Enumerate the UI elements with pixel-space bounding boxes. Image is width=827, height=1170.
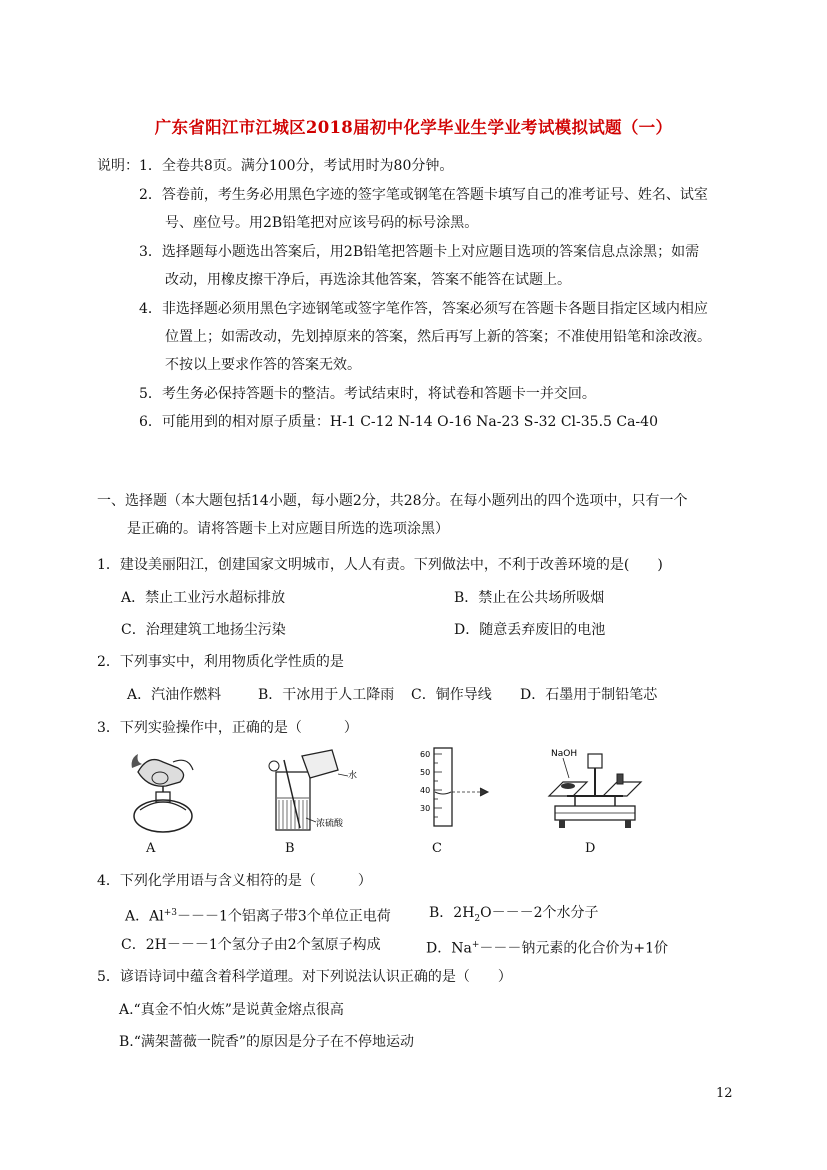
section-heading: 一、选择题（本大题包括14小题，每小题2分，共28分。在每小题列出的四个选项中，只有一个 <box>97 493 688 509</box>
figure-label-d: D <box>585 841 596 856</box>
instruction-line: 2．答卷前，考生务必用黑色字迹的签字笔或钢笔在答题卡填写自己的准考证号、姓名、试室 <box>139 187 708 203</box>
tick-label: 60 <box>420 750 431 759</box>
q5-option-b: B.“满架蔷薇一院香”的原因是分子在不停地运动 <box>119 1034 415 1050</box>
q4-b-meaning: O－－－2个水分子 <box>480 905 599 921</box>
q1-option-a: A．禁止工业污水超标排放 <box>121 590 286 606</box>
question-1-stem: 1．建设美丽阳江，创建国家文明城市，人人有责。下列做法中，不利于改善环境的是( ) <box>97 557 663 573</box>
tick-label: 40 <box>420 786 431 795</box>
tick-label: 50 <box>420 768 431 777</box>
question-5-stem: 5．谚语诗词中蕴含着科学道理。对下列说法认识正确的是（ ） <box>97 969 512 985</box>
instruction-line: 5．考生务必保持答题卡的整洁。考试结束时，将试卷和答题卡一并交回。 <box>139 386 596 402</box>
figure-label-b: B <box>285 841 295 856</box>
page-title: 广东省阳江市江城区2018届初中化学毕业生学业考试模拟试题（一） <box>154 118 673 137</box>
q4-a-formula: A．Al <box>125 908 164 925</box>
section-heading-cont: 是正确的。请将答题卡上对应题目所选的选项涂黑） <box>127 521 449 537</box>
figure-b-water-label: 水 <box>348 771 358 781</box>
q2-option-d: D．石墨用于制铅笔芯 <box>520 687 658 703</box>
figure-a-alcohol-lamp <box>118 748 213 836</box>
q4-option-c: C．2H－－－1个氢分子由2个氢原子构成 <box>121 937 381 953</box>
q1-option-b: B．禁止在公共场所吸烟 <box>454 590 605 606</box>
q4-d-formula: D．Na <box>426 940 472 957</box>
tick-label: 30 <box>420 804 431 813</box>
q1-option-d: D．随意丢弃废旧的电池 <box>454 622 606 638</box>
q4-option-d <box>426 935 668 959</box>
q4-option-b <box>429 903 599 929</box>
figure-label-a: A <box>146 841 156 856</box>
question-2-stem: 2．下列事实中，利用物质化学性质的是 <box>97 654 344 670</box>
instruction-line: 改动，用橡皮擦干净后，再选涂其他答案，答案不能答在试题上。 <box>165 272 571 288</box>
question-4-stem: 4．下列化学用语与含义相符的是（ ） <box>97 873 372 889</box>
q2-option-b: B．干冰用于人工降雨 <box>258 687 395 703</box>
q4-b-formula: B．2H <box>429 905 475 921</box>
instructions-prefix: 说明： <box>97 158 139 174</box>
instruction-line: 不按以上要求作答的答案无效。 <box>165 357 361 373</box>
figure-label-c: C <box>432 841 442 856</box>
instruction-line: 号、座位号。用2B铅笔把对应该号码的标号涂黑。 <box>165 215 479 231</box>
q2-option-c: C．铜作导线 <box>411 687 492 703</box>
instruction-line: 3．选择题每小题选出答案后，用2B铅笔把答题卡上对应题目选项的答案信息点涂黑；如需 <box>139 244 700 260</box>
figure-b-dilution <box>262 748 362 834</box>
q4-d-meaning: －－－钠元素的化合价为+1价 <box>479 940 669 957</box>
q4-d-charge: + <box>471 940 480 950</box>
figure-d-naoh-label: NaOH <box>551 749 578 759</box>
instruction-line: 4．非选择题必须用黑色字迹钢笔或签字笔作答，答案必须写在答题卡各题目指定区域内相应 <box>139 301 708 317</box>
q2-option-a: A．汽油作燃料 <box>127 687 222 703</box>
instruction-line: 1．全卷共8页。满分100分，考试用时为80分钟。 <box>139 158 454 174</box>
instruction-line: 位置上；如需改动，先划掉原来的答案，然后再写上新的答案；不准使用铅笔和涂改液。 <box>165 329 711 345</box>
q4-a-charge: +3 <box>163 908 177 918</box>
q5-option-a: A.“真金不怕火炼”是说黄金熔点很高 <box>119 1002 344 1018</box>
q4-a-meaning: －－－1个铝离子带3个单位正电荷 <box>176 908 391 925</box>
figure-b-acid-label: 浓硫酸 <box>316 819 344 829</box>
question-3-stem: 3．下列实验操作中，正确的是（ ） <box>97 720 358 736</box>
q4-option-a <box>125 903 391 927</box>
q4-b-subscript: 2 <box>474 913 481 924</box>
figure-c-cylinder <box>420 744 495 830</box>
page-number: 12 <box>716 1086 733 1101</box>
figure-d-balance <box>545 744 645 832</box>
instruction-line: 6．可能用到的相对原子质量：H-1 C-12 N-14 O-16 Na-23 S-32 Cl-35.5 Ca-40 <box>139 414 658 430</box>
q1-option-c: C．治理建筑工地扬尘污染 <box>121 622 286 638</box>
